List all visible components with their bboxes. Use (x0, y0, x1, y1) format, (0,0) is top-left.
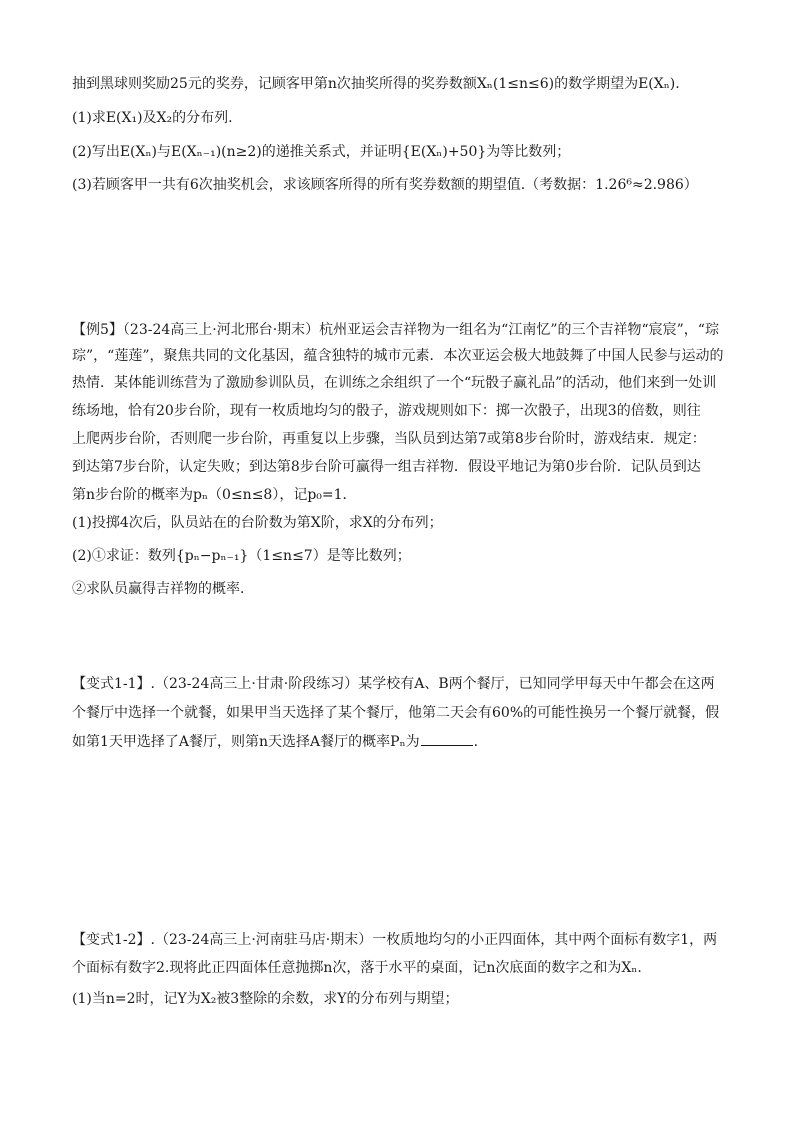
example5-question-2a: (2)①求证：数列{pₙ−pₙ₋₁}（1≤n≤7）是等比数列； (72, 548, 411, 564)
example5-line-4: 练场地，恰有20步台阶，现有一枚质地均匀的骰子，游戏规则如下：掷一次骰子，出现3的倍数，则往 (72, 403, 701, 419)
intro-question-2: (2)写出E(Xₙ)与E(Xₙ₋₁)(n≥2)的递推关系式，并证明{E(Xₙ)+50}为等比数列； (72, 144, 571, 160)
variant1-line-2: 个餐厅中选择一个就餐，如果甲当天选择了某个餐厅，他第二天会有60%的可能性换另一个餐厅就餐，假 (72, 705, 720, 721)
example5-line-6: 到达第7步台阶，认定失败；到达第8步台阶可赢得一组吉祥物．假设平地记为第0步台阶．记队员到达 (72, 459, 701, 475)
answer-blank[interactable] (421, 731, 473, 746)
variant2-line-1: 【变式1-2】.（23-24高三上·河南驻马店·期末）一枚质地均匀的小正四面体，其中两个面标有数字1，两 (72, 932, 718, 948)
example5-question-2b: ②求队员赢得吉祥物的概率． (72, 581, 254, 597)
example5-line-5: 上爬两步台阶，否则爬一步台阶，再重复以上步骤，当队员到达第7或第8步台阶时，游戏结束．规定： (72, 431, 706, 447)
example5-line-7: 第n步台阶的概率为pₙ（0≤n≤8），记p₀=1． (72, 487, 357, 503)
example5-line-1: 【例5】（23-24高三上·河北邢台·期末）杭州亚运会吉祥物为一组名为“江南忆”的三个吉祥物“宸宸”，“琮 (72, 322, 719, 338)
variant1-line-3-end: . (473, 734, 479, 750)
variant1-line-3-text: 如第1天甲选择了A餐厅，则第n天选择A餐厅的概率Pₙ为 (72, 734, 420, 750)
variant2-line-2: 个面标有数字2.现将此正四面体任意抛掷n次，落于水平的桌面，记n次底面的数字之和为Xₙ. (72, 960, 642, 976)
example5-question-1: (1)投掷4次后，队员站在的台阶数为第X阶，求X的分布列； (72, 515, 443, 531)
example5-line-2: 琮”，“莲莲”，聚焦共同的文化基因，蕴含独特的城市元素．本次亚运会极大地鼓舞了中国人民参与运动的 (72, 348, 724, 364)
variant2-question-1: (1)当n=2时，记Y为X₂被3整除的余数，求Y的分布列与期望； (72, 991, 459, 1007)
intro-question-1: (1)求E(X₁)及X₂的分布列. (72, 110, 233, 126)
variant1-line-3 (72, 731, 732, 753)
intro-question-3: (3)若顾客甲一共有6次抽奖机会，求该顾客所得的所有奖券数额的期望值.（考数据：1.26⁶≈2.986） (72, 177, 698, 193)
intro-line-1: 抽到黑球则奖励25元的奖券，记顾客甲第n次抽奖所得的奖券数额Xₙ(1≤n≤6)的数学期望为E(Xₙ). (72, 76, 680, 92)
variant1-line-1: 【变式1-1】.（23-24高三上·甘肃·阶段练习）某学校有A、B两个餐厅，已知同学甲每天中午都会在这两 (72, 676, 715, 692)
example5-line-3: 热情．某体能训练营为了激励参训队员，在训练之余组织了一个“玩骰子赢礼品”的活动，他们来到一处训 (72, 375, 717, 391)
